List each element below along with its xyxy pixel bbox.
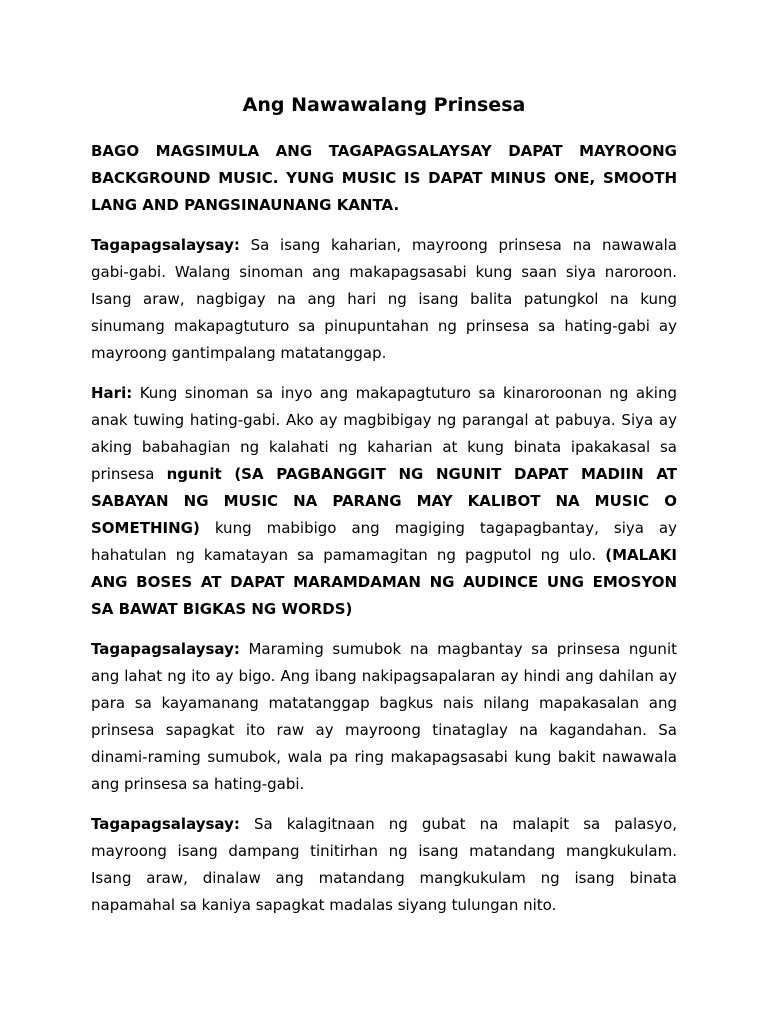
paragraph-text: Kung sinoman sa inyo ang makapagtuturo sa kinaroroonan ng aking anak tuwing hating-gabi. Ako ay magbibigay ng parangal at pabuya. Siya ay aking babahagian ng kalahati ng kaharian at kung binata ipakakasal sa prinsesa: [91, 384, 677, 483]
document-title: Ang Nawawalang Prinsesa: [242, 94, 526, 116]
document-page: [91, 92, 677, 932]
narrator-paragraph-2: [91, 636, 677, 798]
speaker-label: Tagapagsalaysay:: [91, 815, 240, 833]
king-paragraph: [91, 380, 677, 623]
paragraph-text: Sa isang kaharian, mayroong prinsesa na nawawala gabi-gabi. Walang sinoman ang makapagsasabi kung saan siya naroroon. Isang araw, nagbigay na ang hari ng isang balita patungkol na kung sinumang makapagtuturo sa pinupuntahan ng prinsesa sa hating-gabi ay mayroong gantimpalang matatanggap.: [91, 236, 677, 362]
narrator-paragraph-1: [91, 232, 677, 367]
narrator-paragraph-3: [91, 811, 677, 919]
stage-direction: (MALAKI ANG BOSES AT DAPAT MARAMDAMAN NG AUDINCE UNG EMOSYON SA BAWAT BIGKAS NG WORDS): [91, 546, 677, 618]
intro-paragraph: BAGO MAGSIMULA ANG TAGAPAGSALAYSAY DAPAT MAYROONG BACKGROUND MUSIC. YUNG MUSIC IS DAPAT MINUS ONE, SMOOTH LANG AND PANGSINAUNANG KANTA.: [91, 142, 677, 214]
paragraph-text: kung mabibigo ang magiging tagapagbantay, siya ay hahatulan ng kamatayan sa pamamagitan ng pagputol ng ulo.: [91, 519, 677, 564]
speaker-label: Tagapagsalaysay:: [91, 640, 240, 658]
paragraph-text: Maraming sumubok na magbantay sa prinsesa ngunit ang lahat ng ito ay bigo. Ang ibang nakipagsapalaran ay hindi ang dahilan ay para sa kayamanang matatanggap bagkus nais nilang mapakasalan ang prinsesa sapagkat ito raw ay mayroong tinataglay na kagandahan. Sa dinami-raming sumubok, wala pa ring makapagsasabi kung bakit nawawala ang prinsesa sa hating-gabi.: [91, 640, 677, 793]
stage-direction: ngunit (SA PAGBANGGIT NG NGUNIT DAPAT MADIIN AT SABAYAN NG MUSIC NA PARANG MAY KALIBOT NA MUSIC O SOMETHING): [91, 465, 677, 537]
paragraph-text: Sa kalagitnaan ng gubat na malapit sa palasyo, mayroong isang dampang tinitirhan ng isang matandang mangkukulam. Isang araw, dinalaw ang matandang mangkukulam ng isang binata napamahal sa kaniya sapagkat madalas siyang tulungan nito.: [91, 815, 677, 914]
speaker-label: Tagapagsalaysay:: [91, 236, 240, 254]
speaker-label: Hari:: [91, 384, 133, 402]
